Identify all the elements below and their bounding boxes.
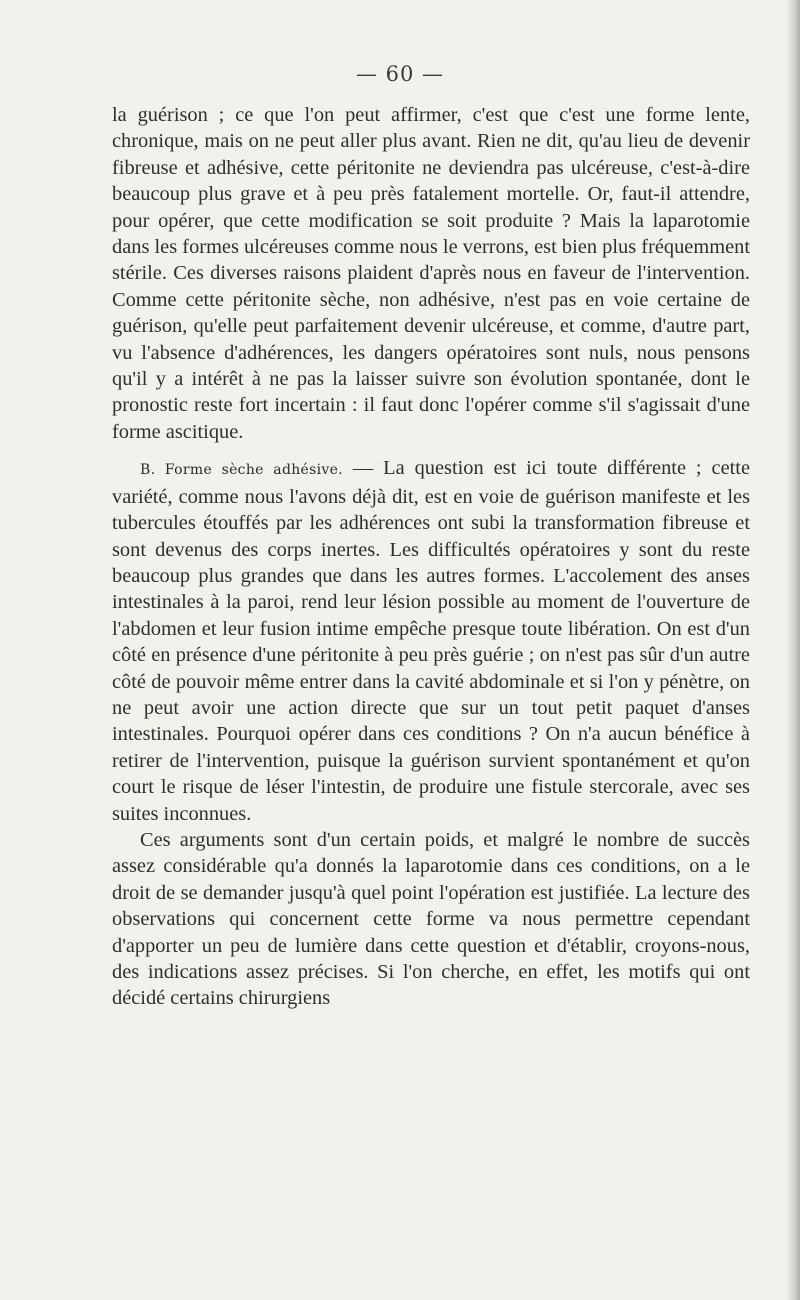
- paragraph-3: Ces arguments sont d'un certain poids, et malgré le nombre de succès assez considérable qu'a donnés la laparotomie dans ces conditions, on a le droit de se demander jusqu'à quel point l'opération est justifiée. La lecture des observations qui concernent cette forme va nous permettre cependant d'apporter un peu de lumière dans cette question et d'établir, croyons-nous, des indications assez précises. Si l'on cherche, en effet, les motifs qui ont décidé certains chirurgiens: [112, 828, 750, 1010]
- page-edge-shadow: [786, 0, 800, 1300]
- paragraph-2: [112, 455, 750, 827]
- section-heading-forme-seche-adhesive: B. Forme sèche adhésive.: [140, 462, 343, 479]
- body-text: [112, 102, 750, 1012]
- paragraph-1: la guérison ; ce que l'on peut affirmer, c'est que c'est une forme lente, chronique, mais on ne peut aller plus avant. Rien ne dit, qu'au lieu de devenir fibreuse et adhésive, cette péritonite ne deviendra pas ulcéreuse, c'est-à-dire beaucoup plus grave et à peu près fatalement mortelle. Or, faut-il attendre, pour opérer, que cette modification se soit produite ? Mais la laparotomie dans les formes ulcéreuses comme nous le verrons, est bien plus fréquemment stérile. Ces diverses raisons plaident d'après nous en faveur de l'intervention. Comme cette péritonite sèche, non adhésive, n'est pas en voie certaine de guérison, qu'elle peut parfaitement devenir ulcéreuse, et comme, d'autre part, vu l'absence d'adhérences, les dangers opératoires sont nuls, nous pensons qu'il y a intérêt à ne pas la laisser suivre son évolution spontanée, dont le pronostic reste fort incertain : il faut donc l'opérer comme s'il s'agissait d'une forme ascitique.: [112, 104, 750, 443]
- page-number: — 60 —: [355, 62, 445, 86]
- paragraph-2-text: — La question est ici toute différente ; cette variété, comme nous l'avons déjà dit, est en voie de guérison manifeste et les tubercules étouffés par les adhérences ont subi la transformation fibreuse et sont devenus des corps inertes. Les difficultés opératoires y sont du reste beaucoup plus grandes que dans les autres formes. L'accolement des anses intestinales à la paroi, rend leur lésion possible au moment de l'ouverture de l'abdomen et leur fusion intime empêche presque toute libération. On est d'un côté en présence d'une péritonite à peu près guérie ; on n'est pas sûr d'un autre côté de pouvoir même entrer dans la cavité abdominale et si l'on y pénètre, on ne peut avoir une action directe que sur un tout petit paquet d'anses intestinales. Pourquoi opérer dans ces conditions ? On n'a aucun bénéfice à retirer de l'intervention, puisque la guérison survient spontanément et qu'on court le risque de léser l'intestin, de produire une fistule stercorale, avec ses suites inconnues.: [112, 457, 751, 825]
- paragraph-spacer: [112, 445, 750, 455]
